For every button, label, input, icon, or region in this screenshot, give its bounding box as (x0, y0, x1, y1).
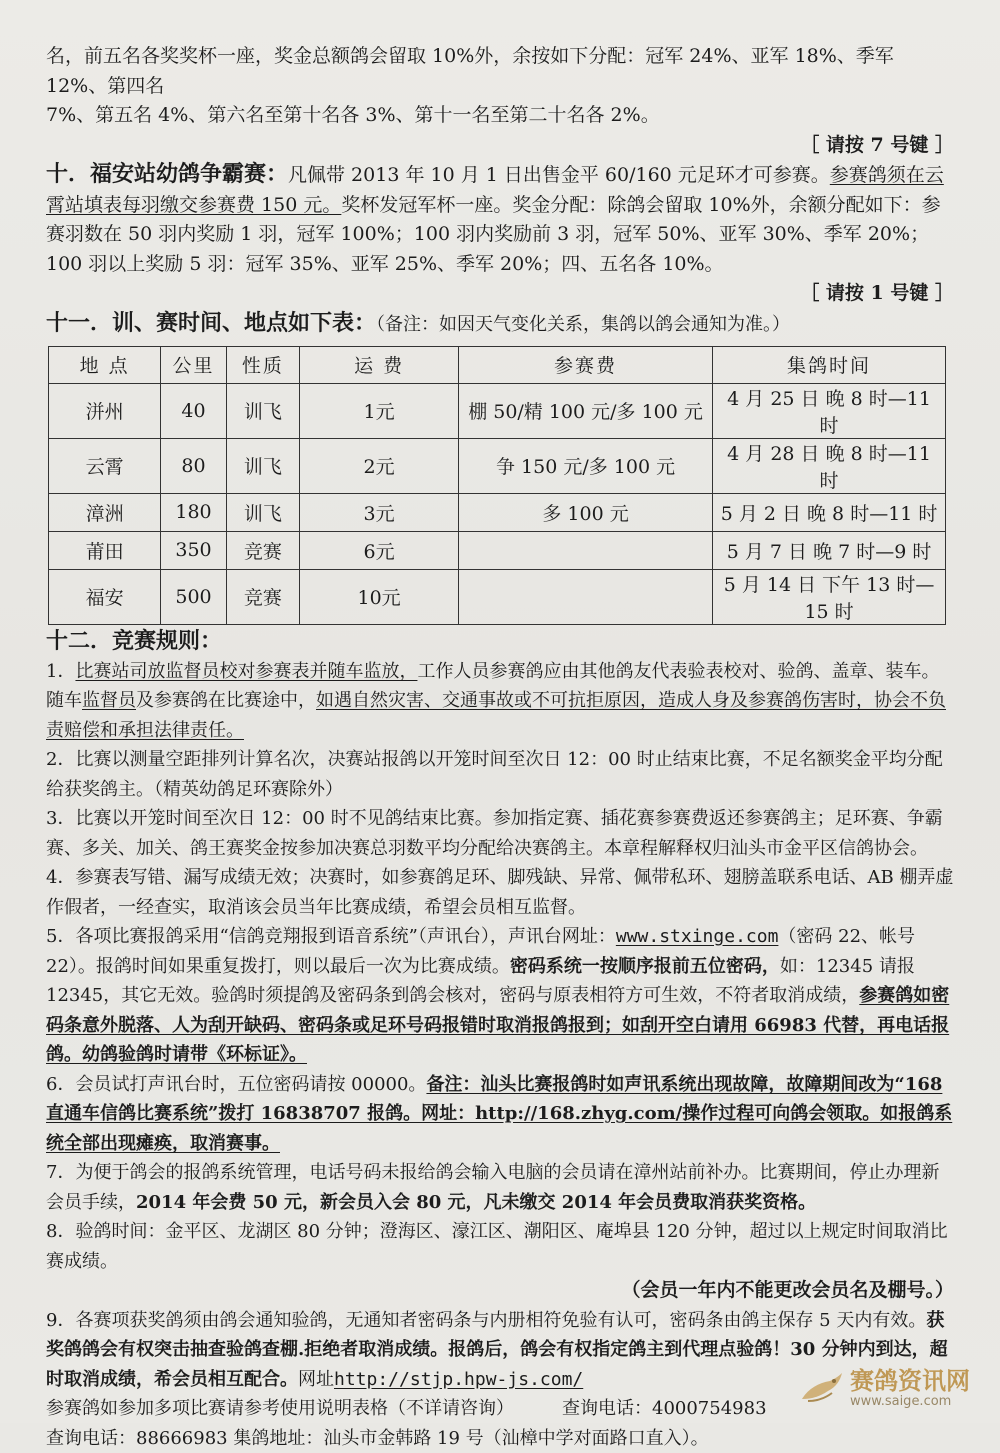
cell-location: 福安 (49, 569, 161, 624)
table-row (49, 493, 946, 531)
section-10-text-b: 参赛鸽须在云霄站填表每羽缴交参赛费 150 元。 (46, 164, 944, 216)
table-row (49, 383, 946, 438)
section-12-heading: 十二．竞赛规则： (46, 627, 954, 657)
cell-collection-time: 4 月 28 日 晚 8 时—11 时 (713, 438, 946, 493)
stjp-url-link[interactable]: http://stjp.hpw-js.com/ (334, 1369, 583, 1390)
rule-7-text-b: 2014 年会费 50 元，新会员入会 80 元，凡未缴交 2014 年会员费取消获奖资格。 (136, 1192, 816, 1213)
cell-collection-time: 5 月 2 日 晚 8 时—11 时 (713, 493, 946, 531)
rule-7-text-a: 7．为便于鸽会的报鸽系统管理，电话号码未报给鸽会输入电脑的会员请在漳州站前补办。比赛期间，停止办理新会员手续， (46, 1162, 939, 1213)
cell-shipping-fee: 2元 (300, 438, 459, 493)
header-collection-time: 集鸽时间 (713, 346, 946, 383)
cell-entry-fee (459, 569, 713, 624)
rule-6-text-b: 备注：汕头比赛报鸽时如声讯系统出现故障，故障期间改为“168 直通车信鸽比赛系统”拨打 16838707 报鸽。网址：http://168.zhyg.com/操作过程可向鸽会领取。如报鸽系统全部出现瘫痪，取消赛事。 (46, 1074, 952, 1154)
rule-7 (46, 1158, 954, 1217)
cell-location: 莆田 (49, 531, 161, 569)
header-entry-fee: 参赛费 (459, 346, 713, 383)
header-type: 性质 (226, 346, 299, 383)
rule-2: 2．比赛以测量空距排列计算名次，决赛站报鸽以开笼时间至次日 12：00 时止结束比赛，不足名额奖金平均分配给获奖鸽主。（精英幼鸽足环赛除外） (46, 745, 954, 804)
rule-6-text-a: 6．会员试打声讯台时，五位密码请按 00000。 (46, 1074, 426, 1095)
rule-1 (46, 657, 954, 746)
rule-4: 4．参赛表写错、漏写成绩无效；决赛时，如参赛鸽足环、脚残缺、异常、佩带私环、翅膀盖联系电话、AB 棚弄虚作假者，一经查实，取消该会员当年比赛成绩，希望会员相互监督。 (46, 863, 954, 922)
watermark-name: 赛鸽资讯网 (850, 1368, 970, 1394)
cell-type: 竞赛 (226, 569, 299, 624)
section-10-text-c: 奖杯发冠军杯一座。奖金分配：除鸽会留取 10%外，余额分配如下：参赛羽数在 50 羽内奖励 1 羽，冠军 100%；100 羽内奖励前 3 羽，冠军 50%、亚军 30%、季军 20%；100 羽以上奖励 5 羽：冠军 35%、亚军 25%、季军 20%；四、五名各 10%。 (46, 194, 941, 275)
cell-type: 训飞 (226, 383, 299, 438)
rule-1-text-b: 比赛站司放监督员校对参赛表并随车监放， (75, 661, 417, 682)
cell-entry-fee: 争 150 元/多 100 元 (459, 438, 713, 493)
cell-location: 云霄 (49, 438, 161, 493)
table-header-row (49, 346, 946, 383)
cell-type: 训飞 (226, 438, 299, 493)
rule-9-text-c: 网址 (298, 1369, 334, 1390)
cell-distance: 80 (161, 438, 226, 493)
cell-location: 漳洲 (49, 493, 161, 531)
rule-10-text-a: 参赛鸽如参加多项比赛请参考使用说明表格（不详请咨询） (46, 1398, 514, 1419)
section-11-note: （备注：如因天气变化关系，集鸽以鸽会通知为准。） (376, 314, 790, 335)
table-row (49, 569, 946, 624)
rule-3: 3．比赛以开笼时间至次日 12：00 时不见鸽结束比赛。参加指定赛、插花赛参赛费返还参赛鸽主；足环赛、争霸赛、多关、加关、鸽王赛奖金按参加决赛总羽数平均分配给决赛鸽主。本章程解释权归汕头市金平区信鸽协会。 (46, 804, 954, 863)
section-10 (46, 160, 954, 279)
cell-type: 训飞 (226, 493, 299, 531)
cell-entry-fee (459, 531, 713, 569)
cell-shipping-fee: 6元 (300, 531, 459, 569)
header-distance: 公里 (161, 346, 226, 383)
rule-9-text-a: 9．各赛项获奖鸽须由鸽会通知验鸽，无通知者密码条与内册相符免验有认可，密码条由鸽主保存 5 天内有效。 (46, 1310, 926, 1331)
rule-1-text-d: 监督员 (82, 690, 136, 711)
section-10-heading: 十．福安站幼鸽争霸赛： (46, 162, 288, 187)
rule-5 (46, 922, 954, 1070)
rule-10-text-b: 查询电话：4000754983 (562, 1398, 767, 1419)
schedule-table (48, 346, 946, 625)
prev-section-line2: 7%、第五名 4%、第六名至第十名各 3%、第十一名至第二十名各 2%。 (46, 101, 954, 131)
rule-1-text-e: 及参赛鸽在比赛途中， (136, 690, 316, 711)
table-row (49, 438, 946, 493)
rule-8-note: （会员一年内不能更改会员名及棚号。） (46, 1276, 954, 1306)
header-location: 地 点 (49, 346, 161, 383)
rule-9-text-b: 获奖鸽鸽会有权突击抽查验鸽查棚.拒绝者取消成绩。报鸽后，鸽会有权指定鸽主到代理点验鸽！30 分钟内到达，超时取消成绩，希会员相互配合。 (46, 1310, 948, 1390)
header-shipping-fee: 运 费 (300, 346, 459, 383)
rule-6 (46, 1070, 954, 1159)
watermark-logo (798, 1368, 970, 1409)
pigeon-icon (798, 1369, 844, 1409)
cell-shipping-fee: 3元 (300, 493, 459, 531)
cell-shipping-fee: 1元 (300, 383, 459, 438)
section-10-text-a: 凡佩带 2013 年 10 月 1 日出售金平 60/160 元足环才可参赛。 (288, 164, 830, 186)
cell-collection-time: 4 月 25 日 晚 8 时—11 时 (713, 383, 946, 438)
section-11-heading-line (46, 309, 954, 340)
cell-distance: 350 (161, 531, 226, 569)
rule-11: 查询电话：88666983 集鸽地址：汕头市金韩路 19 号（汕樟中学对面路口直入）。 (46, 1424, 954, 1453)
rule-5-text-d: 如：12345 请报 12345，其它无效。验鸽时须提鸽及密码条到鸽会核对，密码与原表相符方可生效，不符者取消成绩， (46, 956, 915, 1007)
prev-section-line1: 名，前五名各奖奖杯一座，奖金总额鸽会留取 10%外，余按如下分配：冠军 24%、亚军 18%、季军 12%、第四名 (46, 42, 954, 101)
key-note-1: ［ 请按 1 号键 ］ (46, 279, 954, 309)
cell-collection-time: 5 月 7 日 晚 7 时—9 时 (713, 531, 946, 569)
cell-distance: 500 (161, 569, 226, 624)
cell-entry-fee: 多 100 元 (459, 493, 713, 531)
rule-1-text-f: 如遇自然灾害、交通事故或不可抗拒原因，造成人身及参赛鸽伤害时，协会不负责赔偿和承担法律责任。 (46, 690, 946, 741)
cell-entry-fee: 棚 50/精 100 元/多 100 元 (459, 383, 713, 438)
rule-1-number: 1． (46, 661, 75, 682)
cell-shipping-fee: 10元 (300, 569, 459, 624)
voice-system-url-link[interactable]: www.stxinge.com (616, 926, 779, 947)
rule-5-text-c: 密码系统一按顺序报前五位密码， (510, 956, 780, 977)
cell-location: 洴州 (49, 383, 161, 438)
rule-1-text-c: 工作人员参赛鸽应由其他鸽友代表验表校对、验鸽、盖章、装车。随车 (46, 661, 939, 712)
watermark-domain: www.saige.com (850, 1395, 970, 1409)
table-row (49, 531, 946, 569)
rule-5-text-b: （密码 22、帐号 22）。报鸽时间如果重复拨打，则以最后一次为比赛成绩。 (46, 926, 915, 977)
cell-type: 竞赛 (226, 531, 299, 569)
cell-distance: 40 (161, 383, 226, 438)
cell-collection-time: 5 月 14 日 下午 13 时—15 时 (713, 569, 946, 624)
rule-5-text-a: 5．各项比赛报鸽采用“信鸽竞翔报到语音系统”（声讯台），声讯台网址： (46, 926, 616, 947)
key-note-7: ［ 请按 7 号键 ］ (46, 131, 954, 161)
section-11-heading: 十一．训、赛时间、地点如下表： (46, 311, 376, 336)
rule-8: 8．验鸽时间：金平区、龙湖区 80 分钟；澄海区、濠江区、潮阳区、庵埠县 120 分钟，超过以上规定时间取消比赛成绩。 (46, 1217, 954, 1276)
rule-5-text-e: 参赛鸽如密码条意外脱落、人为刮开缺码、密码条或足环号码报错时取消报鸽报到；如刮开空白请用 66983 代替，再电话报鸽。幼鸽验鸽时请带《环标证》。 (46, 985, 949, 1065)
cell-distance: 180 (161, 493, 226, 531)
